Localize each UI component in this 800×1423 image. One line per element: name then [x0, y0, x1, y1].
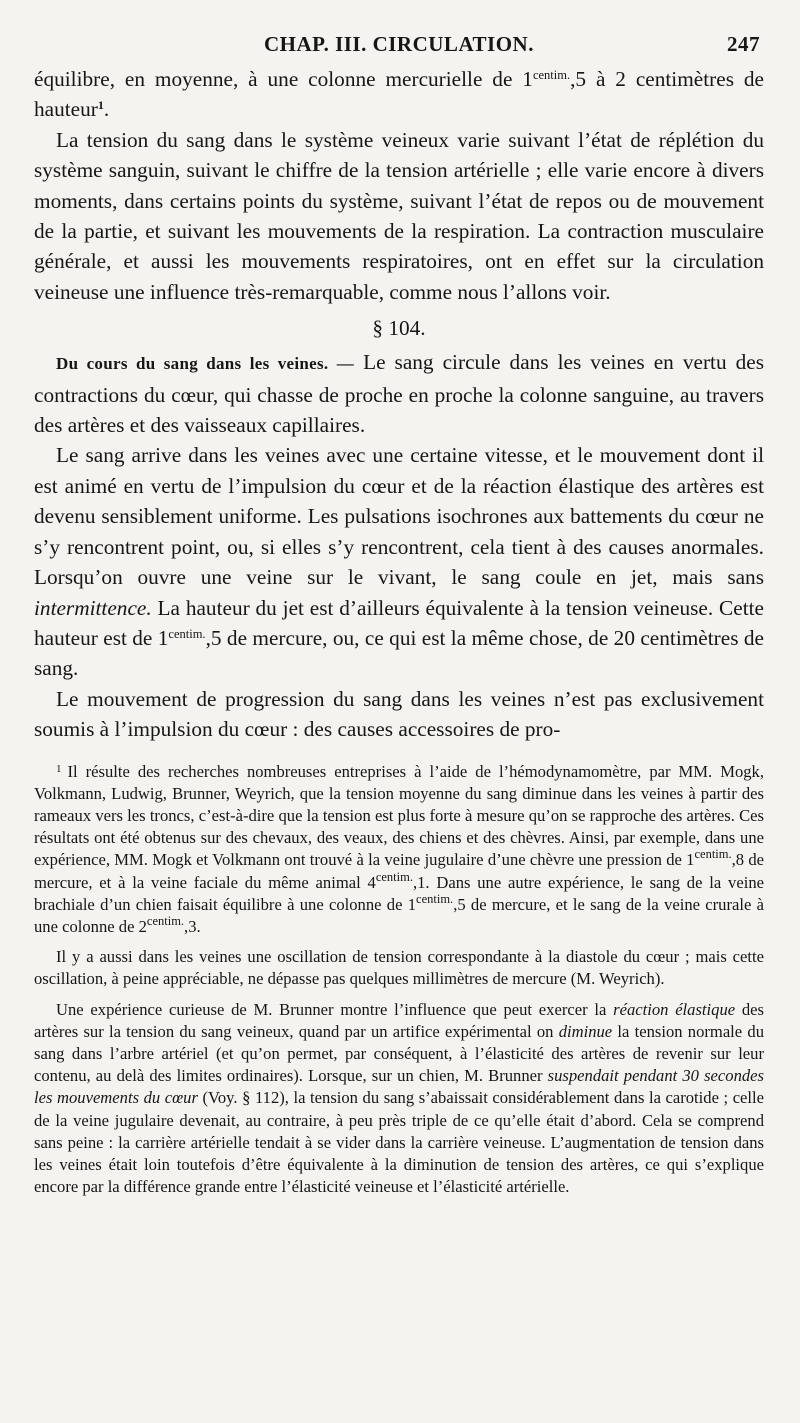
footnote-1: $^1$ Il résulte des recherches nombreuses entreprises à l’aide de l’hémodynamomètre, par MM. Mogk, Volkmann, Ludwig, Brunner, Weyrich, que la tension moyenne du sang diminue dans les veines à partir des rameaux vers les troncs, c’est-à-dire que la tension est plus forte à mesure qu’on se rapproche des artères. Ces résultats ont été obtenus sur des chevaux, des veaux, des chiens et des chèvres. Ainsi, par exemple, dans une expérience, MM. Mogk et Volkmann ont trouvé à la veine jugulaire d’une chèvre une pression de $1^{centim.},8$ de mercure, et à la veine faciale du même animal $4^{centim.},1$. Dans une autre expérience, le sang de la veine brachiale d’un chien faisait équilibre à une colonne de $1^{centim.},5$ de mercure, et le sang de la veine crurale à une colonne de $2^{centim.},3$. — [34, 761, 764, 936]
section-heading: § 104. — [372, 316, 426, 341]
paragraph-venous-tension: La tension du sang dans le système veineux varie suivant l’état de réplétion du système sanguin, suivant le chiffre de la tension artérielle ; elle varie encore à divers moments, dans certains points du système, suivant l’état de repos ou de mouvement de la partie, et suivant les mouvements de la respiration. La contraction musculaire générale, et aussi les mouvements respiratoires, ont en effet sur la circulation veineuse une influence très-remarquable, comme nous l’allons voir. — [34, 127, 764, 304]
paragraph-blood-arrival: Le sang arrive dans les veines avec une certaine vitesse, et le mouvement dont il est animé en vertu de l’impulsion du cœur et de la réaction élastique des artères est devenu sensiblement uniforme. Les pulsations isochrones aux battements du cœur ne s’y rencontrent point, ou, si elles s’y rencontrent, cela tient à des causes anormales. Lorsqu’on ouvre une veine sur le vivant, le sang coule en jet, mais sans intermittence. La hauteur du jet est d’ailleurs équivalente à la tension veineuse. Cette hauteur est de $1^{centim.},5$ de mercure, ou, ce qui est la même chose, de 20 centimètres de sang. — [34, 443, 764, 681]
page-number: 247 — [727, 32, 760, 56]
footnote-brunner-experiment: Une expérience curieuse de M. Brunner montre l’influence que peut exercer la réaction élastique des artères sur la tension du sang veineux, quand par un artifice expérimental on diminue la tension normale du sang dans l’arbre artériel (et qu’on permet, par conséquent, à l’élasticité des artères de revenir sur leur contenu, au delà des limites ordinaires). Lorsque, sur un chien, M. Brunner suspendait pendant 30 secondes les mouvements du cœur (Voy. § 112), la tension du sang s’abaissait considérablement dans la carotide ; celle de la veine jugulaire devenait, au contraire, à peu près triple de ce qu’elle était d’abord. Cela se comprend sans peine : la carrière artérielle tendait à se vider dans la carrière veineuse. L’augmentation de tension dans les veines était loin toutefois d’être équivalente à la diminution de tension des artères, ce qui s’explique encore par la différence grande entre l’élasticité veineuse et l’élasticité artérielle. — [34, 999, 765, 1197]
main-text — [34, 64, 764, 745]
footnote-oscillation: Il y a aussi dans les veines une oscillation de tension correspondante à la diastole du cœur ; mais cette oscillation, à peine appréciable, ne dépasse pas quelques millimètres de mercure (M. Weyrich). — [34, 947, 764, 989]
chapter-title: CHAP. III. CIRCULATION. — [264, 32, 534, 56]
run-in-heading: Du cours du sang dans les veines. — — [56, 354, 355, 374]
running-head — [34, 30, 764, 64]
italic-term: intermittence. — [34, 595, 152, 620]
footnote-marker: 1 — [56, 762, 62, 775]
paragraph-continuation: équilibre, en moyenne, à une colonne mercurielle de $1^{centim.},5$ à 2 centimètres de hauteur$^1$. — [34, 67, 764, 122]
unit-superscript: centim. — [532, 68, 571, 82]
footnotes — [34, 761, 764, 1199]
paragraph-progression: Le mouvement de progression du sang dans les veines n’est pas exclusivement soumis à l’impulsion du cœur : des causes accessoires de pro- — [34, 686, 764, 742]
unit-superscript: centim. — [168, 626, 206, 641]
footnote-reference: 1 — [97, 98, 104, 113]
paragraph-course-of-blood: Du cours du sang dans les veines. — Le sang circule dans les veines en vertu des contractions du cœur, qui chasse de proche en proche la colonne sanguine, au travers des artères et des vaisseaux capillaires. — [34, 350, 765, 438]
